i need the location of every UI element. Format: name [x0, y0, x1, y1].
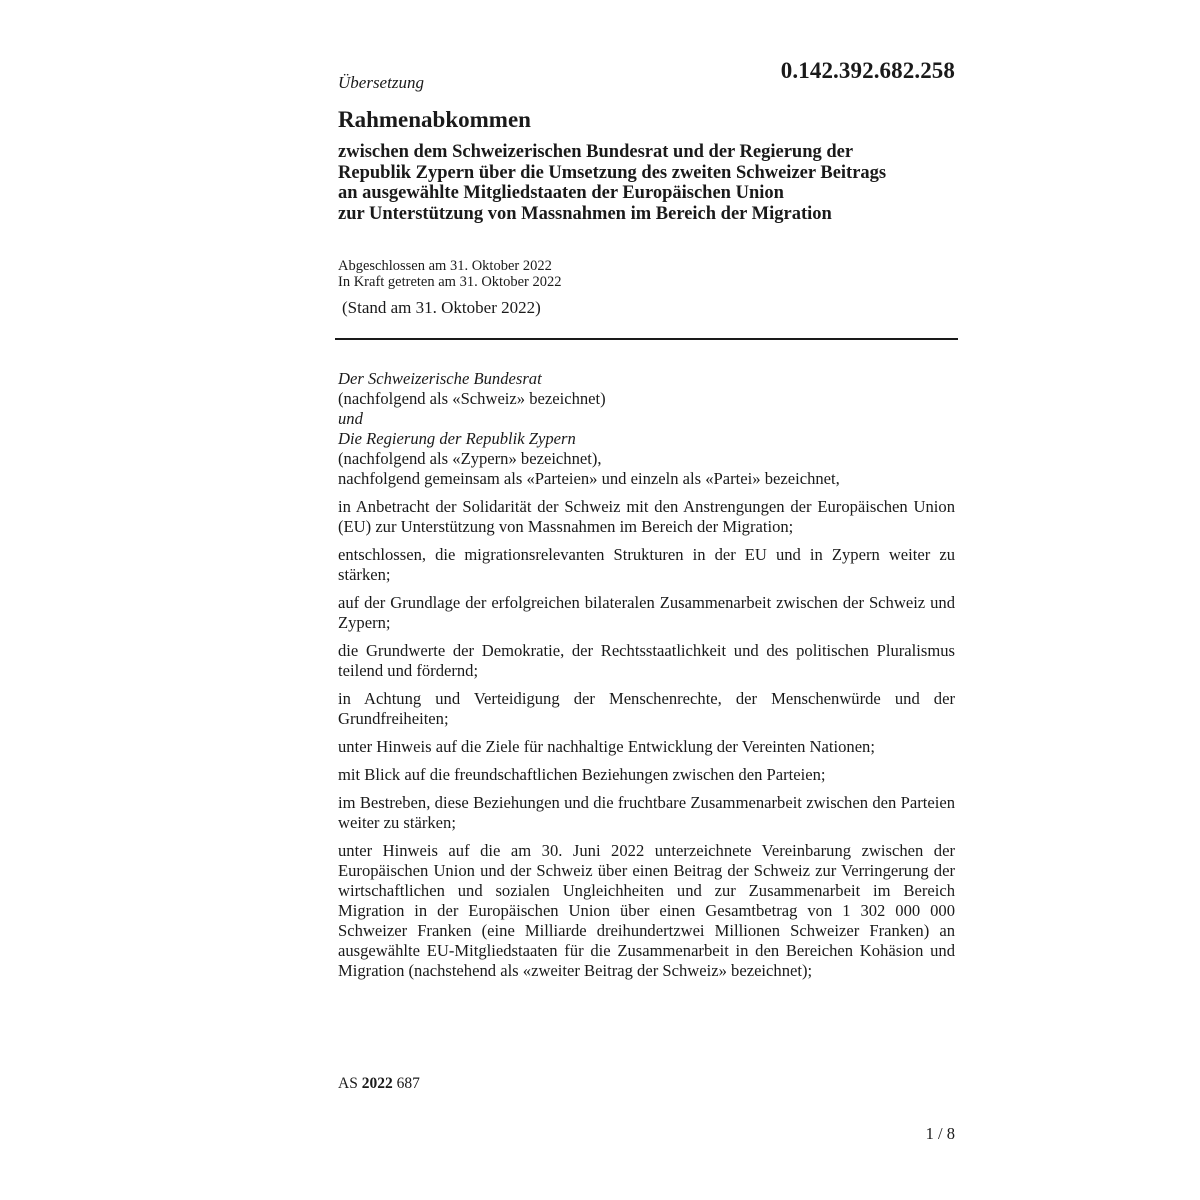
recital: im Bestreben, diese Beziehungen und die fruchtbare Zusammenarbeit zwischen den Parteien weiter zu stärken; — [338, 793, 955, 832]
recital: unter Hinweis auf die am 30. Juni 2022 unterzeichnete Vereinbarung zwischen der Europäischen Union und der Schweiz über einen Beitrag der Schweiz zur Verringerung der wirtschaftlichen und sozialen Ungleichheiten und zur Zusammenarbeit im Bereich Migration in der Europäischen Union über einen Gesamtbetrag von 1 302 000 000 Schweizer Franken (eine Milliarde dreihundertzwei Millionen Schweizer Franken) an ausgewählte EU-Mitgliedstaaten für die Zusammenarbeit in den Bereichen Kohäsion und Migration (nachstehend als «zweiter Beitrag der Schweiz» bezeichnet); — [338, 841, 955, 980]
recital: die Grundwerte der Demokratie, der Rechtsstaatlichkeit und des politischen Pluralismus teilend und fördernd; — [338, 641, 955, 680]
subtitle-line: zwischen dem Schweizerischen Bundesrat und der Regierung der — [338, 142, 854, 162]
subtitle-line: zur Unterstützung von Massnahmen im Bereich der Migration — [338, 203, 832, 224]
conjunction: und — [338, 409, 363, 428]
party-2-note: (nachfolgend als «Zypern» bezeichnet), — [338, 449, 602, 468]
recital: auf der Grundlage der erfolgreichen bilateralen Zusammenarbeit zwischen der Schweiz und Zypern; — [338, 593, 955, 632]
as-page: 687 — [396, 1075, 420, 1092]
sr-number: 0.142.392.682.258 — [780, 58, 955, 83]
translation-note: Übersetzung — [338, 73, 424, 92]
recital: in Anbetracht der Solidarität der Schweiz mit den Anstrengungen der Europäischen Union (EU) zur Unterstützung von Massnahmen im Bereich der Migration; — [338, 497, 955, 536]
party-1-note: (nachfolgend als «Schweiz» bezeichnet) — [338, 389, 606, 408]
recital: in Achtung und Verteidigung der Menschenrechte, der Menschenwürde und der Grundfreiheiten; — [338, 689, 955, 728]
party-2: Die Regierung der Republik Zypern — [338, 429, 576, 448]
document-title: Rahmenabkommen — [338, 107, 531, 132]
official-compilation-reference — [338, 1075, 420, 1093]
recital: unter Hinweis auf die Ziele für nachhaltige Entwicklung der Vereinten Nationen; — [338, 737, 875, 756]
status-date: (Stand am 31. Oktober 2022) — [342, 298, 541, 317]
recital: mit Blick auf die freundschaftlichen Beziehungen zwischen den Parteien; — [338, 765, 826, 784]
document-page — [338, 0, 955, 1200]
recital: entschlossen, die migrationsrelevanten Strukturen in der EU und in Zypern weiter zu stärken; — [338, 545, 955, 584]
concluded-date: Abgeschlossen am 31. Oktober 2022 — [338, 258, 552, 274]
date-block — [338, 259, 561, 290]
joint-note: nachfolgend gemeinsam als «Parteien» und einzeln als «Partei» bezeichnet, — [338, 469, 840, 488]
in-force-date: In Kraft getreten am 31. Oktober 2022 — [338, 273, 562, 290]
as-year: 2022 — [361, 1075, 393, 1092]
page-number: 1 / 8 — [925, 1124, 955, 1143]
preamble — [338, 369, 955, 981]
document-subtitle — [338, 142, 955, 224]
party-1: Der Schweizerische Bundesrat — [338, 369, 542, 388]
header-divider — [335, 338, 958, 340]
subtitle-line: Republik Zypern über die Umsetzung des zweiten Schweizer Beitrags — [338, 162, 887, 183]
subtitle-line: an ausgewählte Mitgliedstaaten der Europäischen Union — [338, 183, 784, 203]
parties-block — [338, 369, 955, 489]
as-prefix: AS — [338, 1075, 358, 1092]
